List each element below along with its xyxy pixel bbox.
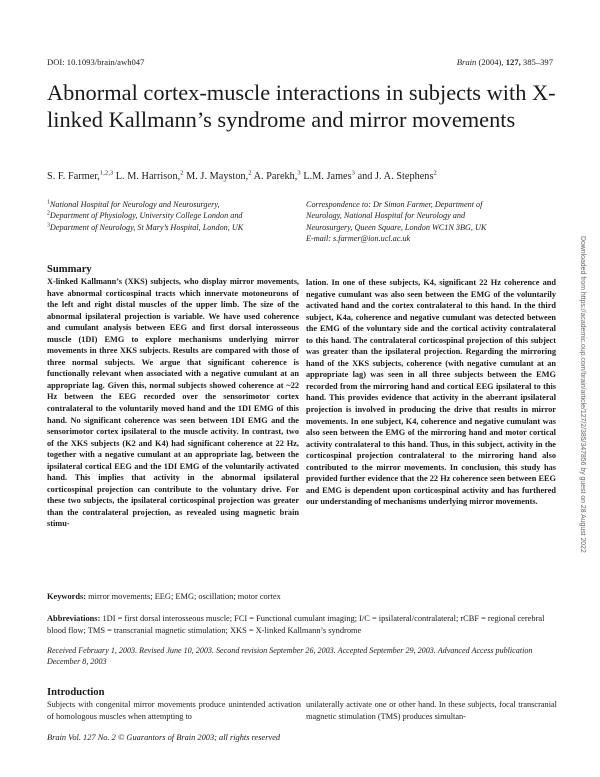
journal-pages: 385–397 <box>522 57 553 67</box>
affiliation: $^3$Department of Neurology, St Mary’s Hospital, London, UK <box>47 222 244 232</box>
author: L. M. Harrison,$^2$ <box>115 169 184 182</box>
correspondence-email: E-mail: s.farmer@ion.ucl.ac.uk <box>306 234 411 244</box>
publication-dates: Received February 1, 2003. Revised June 10, 2003. Second revision September 26, 2003. Accepted September 29, 2003. Advanced Access publication December 8, 2003 <box>47 646 533 667</box>
author-list <box>47 171 567 182</box>
correspondence-line: Neurology, National Hospital for Neurology and <box>306 211 466 221</box>
abbreviations-label: Abbreviations: <box>47 614 101 623</box>
introduction-text-right: unilaterally activate one or other hand. In these subjects, focal transcranial magnetic stimulation (TMS) produces simultan- <box>306 700 557 721</box>
author: S. F. Farmer,$^{1,2,3}$ <box>47 169 114 182</box>
journal-citation <box>457 57 553 67</box>
author: M. J. Mayston,$^2$ <box>186 169 252 182</box>
download-watermark-text: Downloaded from https://academic.oup.com/brain/article/127/2/385/347856 by guest on 28 August 2022 <box>579 236 586 553</box>
affiliation: $^2$Department of Physiology, University College London and <box>47 210 243 221</box>
keywords <box>47 592 281 601</box>
introduction-heading: Introduction <box>47 687 105 698</box>
affiliation: $^1$National Hospital for Neurology and Neurosurgery, <box>47 199 220 209</box>
correspondence-line: Correspondence to: Dr Simon Farmer, Department of <box>306 200 483 209</box>
summary-heading: Summary <box>47 264 92 275</box>
paper-title: Abnormal cortex-muscle interactions in subjects with X-linked Kallmann’s syndrome and mirror movements <box>47 80 556 132</box>
summary-text-left: X-linked Kallmann’s (XKS) subjects, who display mirror movements, have abnormal corticospinal tracts which innervate motoneurons of the left and right distal muscles of the upper limb. The size of the abnormal ipsilateral projection is variable. We have used coherence and cumulant analysis between EEG and first dorsal interosseous muscle (1DI) EMG to explore mechanisms underlying mirror movements in three XKS subjects. Results are compared with those of three normal subjects. We argue that significant coherence is functionally relevant when associated with a negative cumulant at an appropriate lag. Given this, normal subjects showed coherence at ~22 Hz between the EEG recorded over the sensorimotor cortex contralateral to the voluntarily moved hand and the 1DI EMG of this hand. No significant coherence was seen between 1DI EMG and the sensorimotor cortex ipsilateral to the muscle activity. In contrast, two of the XKS subjects (K2 and K4) had significant coherence at 22 Hz, together with a negative cumulant at an appropriate lag, between the ipsilateral cortical EEG and the 1DI EMG of the voluntarily activated hand. This implies that activity in the abnormal ipsilateral corticospinal projection can contribute to the voluntary drive. For these two subjects, the ipsilateral corticospinal projection was greater than the contralateral projection, as revealed using magnetic brain stimu- <box>47 277 299 529</box>
introduction-text-left: Subjects with congenital mirror movements produce unintended activation of homologous muscles when attempting to <box>47 700 301 721</box>
affiliations <box>47 199 285 233</box>
journal-volume: 127, <box>505 57 521 67</box>
author: and J. A. Stephens$^2$ <box>357 169 437 182</box>
journal-year: (2004), <box>478 57 504 67</box>
doi: DOI: 10.1093/brain/awh047 <box>47 57 145 67</box>
footer-copyright: Brain Vol. 127 No. 2 © Guarantors of Brain 2003; all rights reserved <box>47 733 281 742</box>
author: L.M. James$^3$ <box>303 169 355 182</box>
keywords-text: mirror movements; EEG; EMG; oscillation; motor cortex <box>88 592 281 601</box>
author: A. Parekh,$^3$ <box>253 169 301 182</box>
summary-text-right: lation. In one of these subjects, K4, significant 22 Hz coherence and negative cumulant was also seen between the EMG of the voluntarily activated hand and the cortex contralateral to this hand. In the third subject, K4a, coherence and negative cumulant was detected between the EMG of the voluntary side and the cortical activity contralateral to this hand. The contralateral corticospinal projection of this subject was greater than the ipsilateral projection. Regarding the mirroring hand of the XKS subjects, coherence (with negative cumulant at an appropriate lag) was seen in all three subjects between the EMG recorded from the mirroring hand and cortical EEG ipsilateral to this hand. This provides evidence that activity in the aberrant ipsilateral projection is involved in producing the drive that results in mirror movements. In one subject, K4, coherence and negative cumulant was also seen between the EMG of the mirroring hand and motor cortical activity contralateral to this hand. Thus, in this subject, activity in the corticospinal projection contralateral to the mirroring hand also contributed to the mirror movements. In conclusion, this study has provided further evidence that the 22 Hz coherence seen between EEG and EMG is dependent upon corticospinal activity and has furthered our understanding of mechanisms underlying mirror movements. <box>306 278 556 507</box>
download-watermark <box>575 236 587 756</box>
correspondence <box>306 199 556 245</box>
abbreviations-text: 1DI = first dorsal interosseous muscle; FCI = Functional cumulant imaging; I/C = ipsilateral/contralateral; rCBF = regional cerebral blood flow; TMS = transcranial magnetic stimulation; XKS = X-linked Kallmann’s syndrome <box>47 614 545 635</box>
journal-name: Brain <box>456 57 477 67</box>
abbreviations <box>47 613 559 636</box>
keywords-label: Keywords: <box>47 592 87 601</box>
correspondence-line: Neurosurgery, Queen Square, London WC1N 3BG, UK <box>306 222 487 232</box>
